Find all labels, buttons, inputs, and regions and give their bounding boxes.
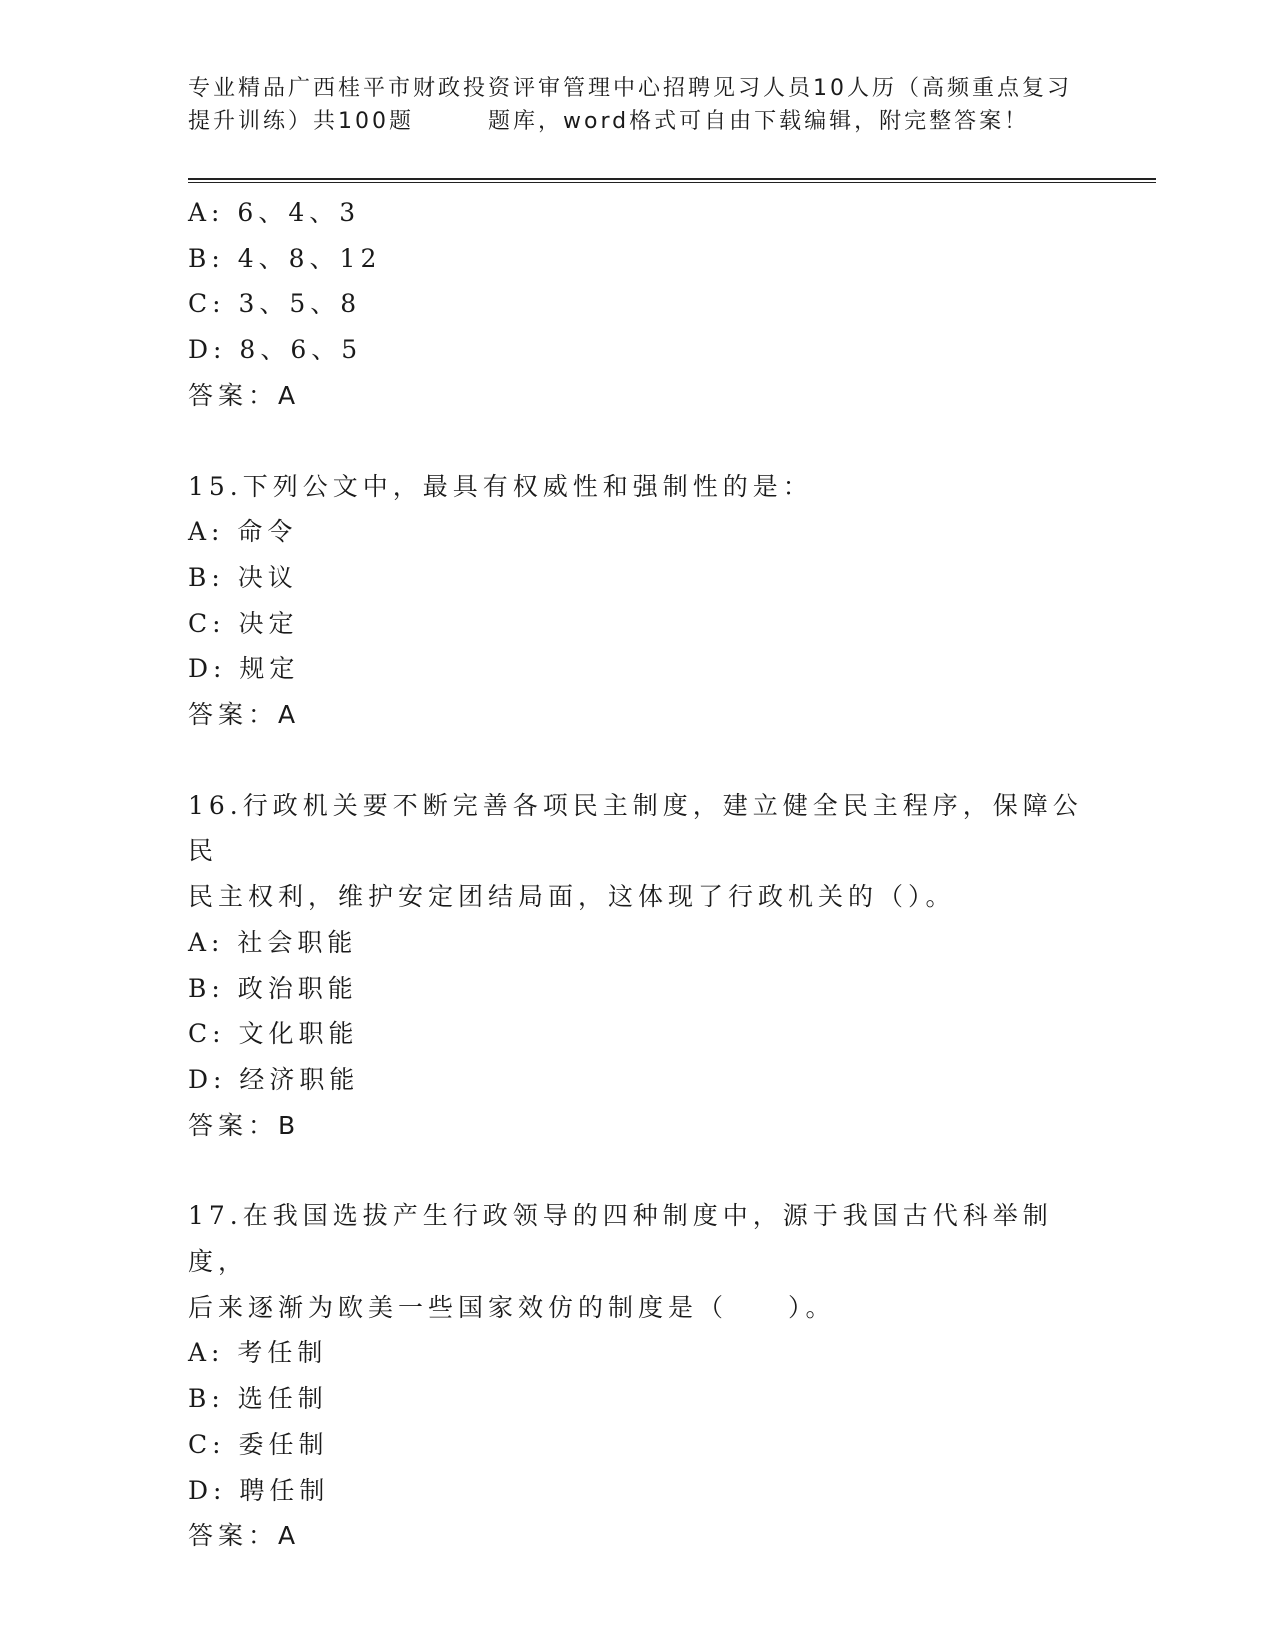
header-line-2-left: 提升训练）共100题 (188, 109, 414, 134)
option-a: A: 命令 (188, 517, 298, 547)
option-d: D: 规定 (188, 654, 300, 684)
option-c: C: 决定 (188, 608, 299, 638)
header-line-1: 专业精品广西桂平市财政投资评审管理中心招聘见习人员10人历（高频重点复习 (188, 76, 1072, 101)
option-b: B: 选任制 (188, 1384, 328, 1414)
answer-line: 答案：A (188, 1521, 301, 1551)
question-list (188, 190, 1088, 1559)
header-line-2 (188, 105, 1088, 138)
question-stem-continued: 民主权利，维护安定团结局面，这体现了行政机关的（）。 (188, 882, 956, 912)
question-block-17 (188, 1193, 1088, 1559)
question-block-14 (188, 190, 1088, 419)
document-header (188, 72, 1088, 138)
option-a: A: 考任制 (188, 1338, 328, 1368)
option-c: C: 文化职能 (188, 1019, 359, 1049)
option-a: A: 6、4、3 (188, 198, 361, 227)
header-line-2-right: 题库，word格式可自由下载编辑，附完整答案！ (488, 109, 1030, 134)
question-stem: 16.行政机关要不断完善各项民主制度，建立健全民主程序，保障公民 (188, 790, 1083, 866)
answer-line: 答案：A (188, 700, 301, 730)
answer-line: 答案：A (188, 380, 301, 410)
header-divider-thick (188, 178, 1156, 180)
question-stem: 15.下列公文中，最具有权威性和强制性的是： (188, 471, 813, 501)
option-b: B: 4、8、12 (188, 243, 382, 273)
option-d: D: 聘任制 (188, 1475, 330, 1505)
question-stem: 17.在我国选拔产生行政领导的四种制度中，源于我国古代科举制度， (188, 1201, 1053, 1277)
option-c: C: 委任制 (188, 1429, 329, 1459)
option-c: C: 3、5、8 (188, 289, 362, 319)
header-divider-thin (188, 182, 1156, 183)
answer-line: 答案：B (188, 1110, 301, 1140)
question-block-16 (188, 783, 1088, 1149)
question-stem-continued: 后来逐渐为欧美一些国家效仿的制度是（ ）。 (188, 1292, 836, 1322)
option-a: A: 社会职能 (188, 927, 358, 957)
option-d: D: 经济职能 (188, 1064, 360, 1094)
option-b: B: 政治职能 (188, 973, 358, 1003)
question-block-15 (188, 464, 1088, 738)
option-d: D: 8、6、5 (188, 335, 363, 365)
option-b: B: 决议 (188, 562, 298, 592)
